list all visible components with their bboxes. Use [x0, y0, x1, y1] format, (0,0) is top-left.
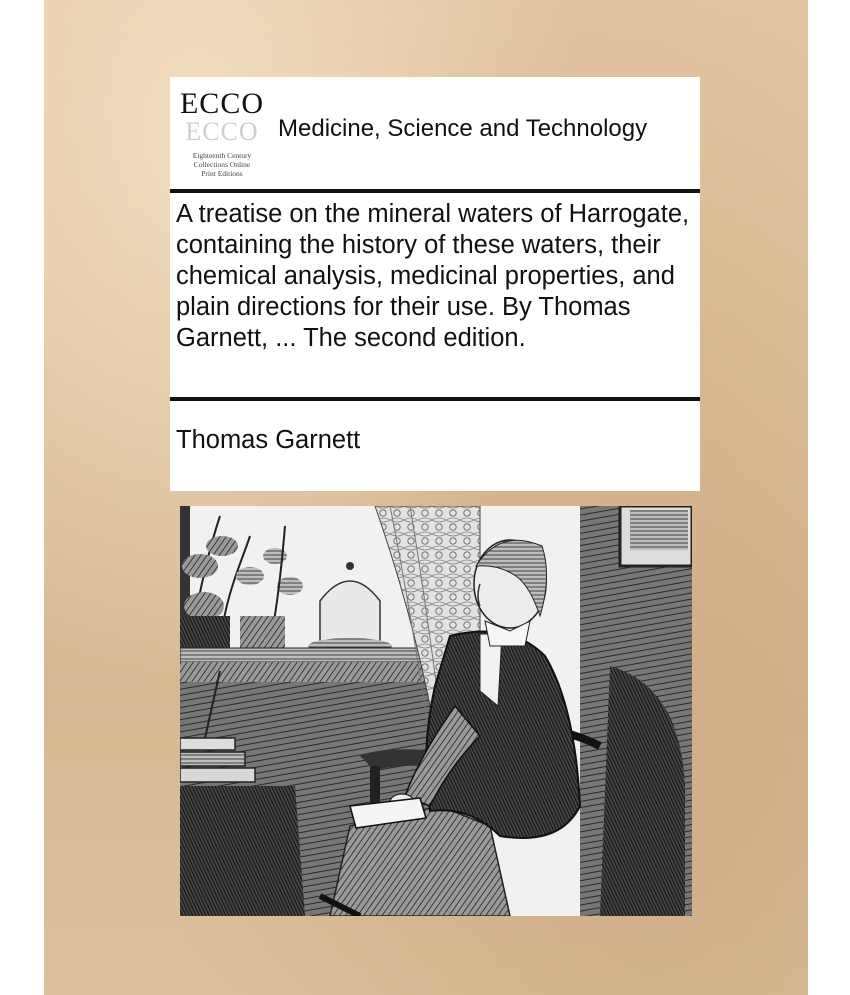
book-title: A treatise on the mineral waters of Harrogate, containing the history of these waters, their chemical analysis, medicinal properties, and plain directions for their use. By Thomas Garnett, ... The second edition.: [176, 200, 690, 352]
series-title: Medicine, Science and Technology: [278, 115, 648, 142]
divider-rule: [170, 189, 700, 193]
cover-label-panel: [170, 77, 700, 491]
cover-engraving: [180, 506, 692, 916]
engraving-artwork: [180, 506, 692, 916]
book-cover: [44, 0, 808, 995]
divider-rule: [170, 397, 700, 401]
logo-subtitle-line: Print Editions: [201, 169, 243, 178]
logo-subtitle-line: Eighteenth Century: [192, 151, 252, 160]
logo-wordmark: ECCO: [179, 87, 264, 120]
logo-wordmark-reflection: ECCO: [185, 117, 259, 146]
ecco-logo: [178, 87, 266, 191]
logo-subtitle: [178, 151, 266, 178]
book-author: Thomas Garnett: [176, 426, 361, 454]
logo-subtitle-line: Collections Online: [193, 160, 251, 169]
